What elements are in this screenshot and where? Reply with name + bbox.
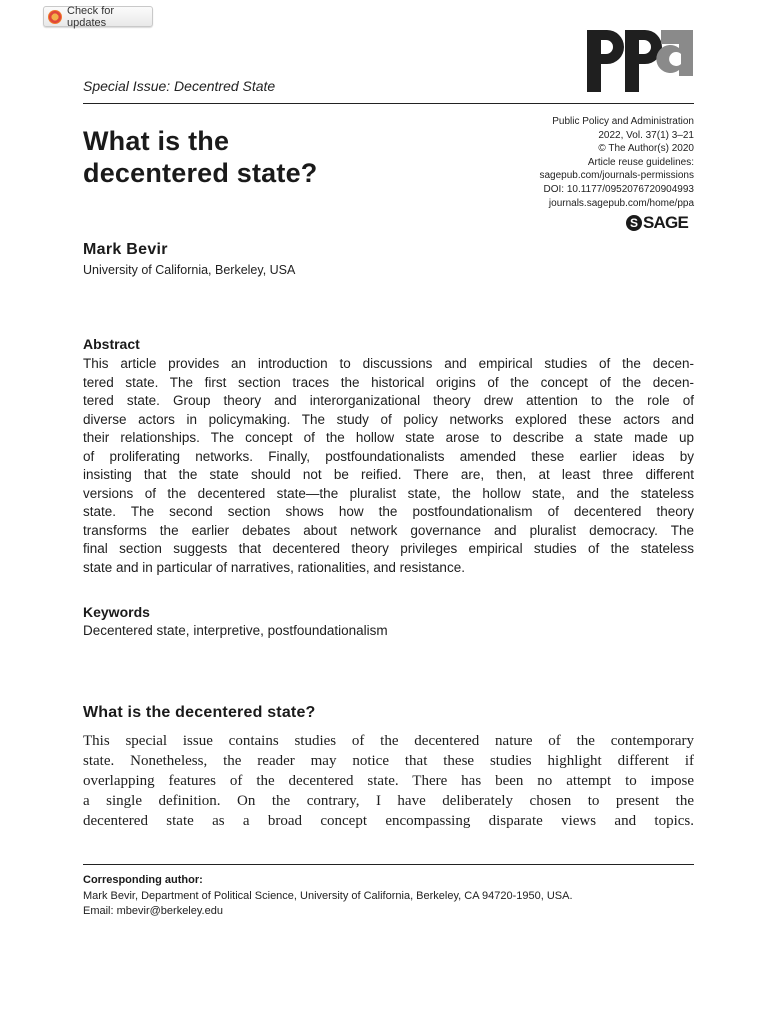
abstract-line: diverse actors in policymaking. The study of policy networks explored these actors and bbox=[83, 411, 694, 427]
journal-logo bbox=[585, 24, 695, 92]
footnote-divider bbox=[83, 864, 694, 865]
body-line: state. Nonetheless, the reader may notice that these studies highlight different if bbox=[83, 753, 694, 769]
abstract-line: their relationships. The concept of the hollow state arose to describe a state made up bbox=[83, 430, 694, 445]
body-line: overlapping features of the decentered state. There has been no attempt to impose bbox=[83, 773, 694, 789]
journal-name: Public Policy and Administration bbox=[552, 116, 694, 127]
publication-metadata bbox=[454, 115, 694, 210]
sage-s-icon: S bbox=[626, 215, 642, 231]
abstract-line: tered state. The first section traces the historical origins of the concept of the decen- bbox=[83, 374, 694, 390]
crossmark-icon bbox=[48, 10, 62, 24]
keywords-heading: Keywords bbox=[83, 604, 150, 620]
check-for-updates-label: Check for updates bbox=[67, 4, 115, 29]
corresponding-author-heading: Corresponding author: bbox=[83, 874, 203, 886]
volume-info: 2022, Vol. 37(1) 3–21 bbox=[598, 129, 694, 141]
abstract-line: state and in particular of narratives, rationalities, and resistance. bbox=[83, 559, 465, 575]
publisher-logo bbox=[626, 213, 688, 233]
author-affiliation: University of California, Berkeley, USA bbox=[83, 263, 296, 277]
abstract-line: of proliferating networks. Finally, postfoundationalists amended these earlier ideas by bbox=[83, 448, 694, 464]
body-line: This special issue contains studies of the decentered nature of the contemporary bbox=[83, 733, 694, 749]
abstract-line: insisting that the state should not be reified. There are, then, at least three different bbox=[83, 467, 694, 482]
keywords-text: Decentered state, interpretive, postfoundationalism bbox=[83, 623, 388, 638]
corresponding-author-address: Mark Bevir, Department of Political Science, University of California, Berkeley, CA 94720-1950, USA. bbox=[83, 890, 573, 902]
check-for-updates-button[interactable] bbox=[43, 6, 153, 27]
special-issue-label: Special Issue: Decentred State bbox=[83, 78, 276, 94]
title-line: What is the bbox=[83, 126, 230, 156]
body-line: decentered state as a broad concept encompassing disparate views and topics. bbox=[83, 813, 694, 829]
section-body bbox=[83, 731, 694, 831]
reuse-label: Article reuse guidelines: bbox=[587, 156, 694, 168]
title-line: decentered state? bbox=[83, 158, 318, 188]
abstract-line: This article provides an introduction to discussions and empirical studies of the decen- bbox=[83, 356, 694, 371]
publisher-name: SAGE bbox=[643, 213, 688, 232]
abstract-heading: Abstract bbox=[83, 336, 140, 352]
header-divider bbox=[83, 103, 694, 104]
author-name: Mark Bevir bbox=[83, 241, 168, 258]
copyright-notice: © The Author(s) 2020 bbox=[598, 143, 694, 155]
abstract-text bbox=[83, 355, 694, 577]
abstract-line: transforms the earlier debates about network governance and pluralist democracy. The bbox=[83, 522, 694, 538]
abstract-line: tered state. Group theory and interorganizational theory drew attention to the role of bbox=[83, 393, 694, 408]
corresponding-author-email[interactable]: Email: mbevir@berkeley.edu bbox=[83, 905, 223, 917]
section-heading: What is the decentered state? bbox=[83, 704, 316, 721]
abstract-line: versions of the decentered state—the pluralist state, the hollow state, and the stateless bbox=[83, 485, 694, 501]
reuse-link[interactable]: sagepub.com/journals-permissions bbox=[539, 170, 694, 182]
abstract-line: final section suggests that decentered theory privileges empirical studies of the stateless bbox=[83, 541, 694, 556]
abstract-line: state. The second section shows how the postfoundationalism of decentered theory bbox=[83, 504, 694, 519]
article-title bbox=[83, 125, 413, 189]
journal-home-link[interactable]: journals.sagepub.com/home/ppa bbox=[548, 197, 694, 209]
body-line: a single definition. On the contrary, I have deliberately chosen to present the bbox=[83, 793, 694, 809]
doi-link[interactable]: DOI: 10.1177/0952076720904993 bbox=[543, 183, 694, 195]
